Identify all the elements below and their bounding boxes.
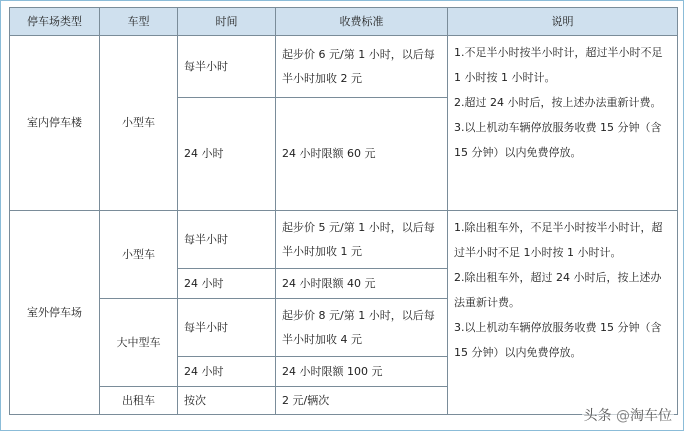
time-cell: 24 小时 [178,98,276,211]
vehicle-outdoor-small: 小型车 [100,211,178,299]
note-line: 2.超过 24 小时后，按上述办法重新计费。 [454,96,662,109]
watermark [582,405,674,425]
time-cell: 24 小时 [178,269,276,299]
vehicle-taxi: 出租车 [100,387,178,415]
lot-type-outdoor: 室外停车场 [10,211,100,415]
fee-cell: 起步价 6 元/第 1 小时，以后每半小时加收 2 元 [276,36,448,98]
note-line: 2.除出租车外，超过 24 小时后，按上述办法重新计费。 [454,271,662,309]
fee-cell: 起步价 5 元/第 1 小时，以后每半小时加收 1 元 [276,211,448,269]
note-line: 3.以上机动车辆停放服务收费 15 分钟（含 15 分钟）以内免费停放。 [454,121,662,159]
indoor-notes [448,36,678,211]
fee-cell: 24 小时限额 40 元 [276,269,448,299]
note-line: 3.以上机动车辆停放服务收费 15 分钟（含 15 分钟）以内免费停放。 [454,321,662,359]
header-lot-type: 停车场类型 [10,8,100,36]
fee-cell: 起步价 8 元/第 1 小时，以后每半小时加收 4 元 [276,299,448,357]
table-row [10,211,678,269]
header-row [10,8,678,36]
outdoor-notes [448,211,678,415]
header-fee-standard: 收费标准 [276,8,448,36]
note-line: 1.除出租车外，不足半小时按半小时计，超过半小时不足 1小时按 1 小时计。 [454,221,663,259]
table-row [10,36,678,98]
vehicle-indoor-small: 小型车 [100,36,178,211]
header-vehicle-type: 车型 [100,8,178,36]
watermark-platform: 头条 [583,408,612,424]
watermark-author: 淘车位 [630,408,672,424]
parking-fee-table [9,7,678,415]
lot-type-indoor: 室内停车楼 [10,36,100,211]
header-note: 说明 [448,8,678,36]
time-cell: 按次 [178,387,276,415]
fee-cell: 24 小时限额 60 元 [276,98,448,211]
fee-cell: 24 小时限额 100 元 [276,357,448,387]
vehicle-outdoor-large: 大中型车 [100,299,178,387]
time-cell: 每半小时 [178,36,276,98]
header-time: 时间 [178,8,276,36]
note-line: 1.不足半小时按半小时计，超过半小时不足 1 小时按 1 小时计。 [454,46,663,84]
time-cell: 24 小时 [178,357,276,387]
fee-cell: 2 元/辆次 [276,387,448,415]
time-cell: 每半小时 [178,299,276,357]
time-cell: 每半小时 [178,211,276,269]
watermark-separator: @ [611,408,630,424]
